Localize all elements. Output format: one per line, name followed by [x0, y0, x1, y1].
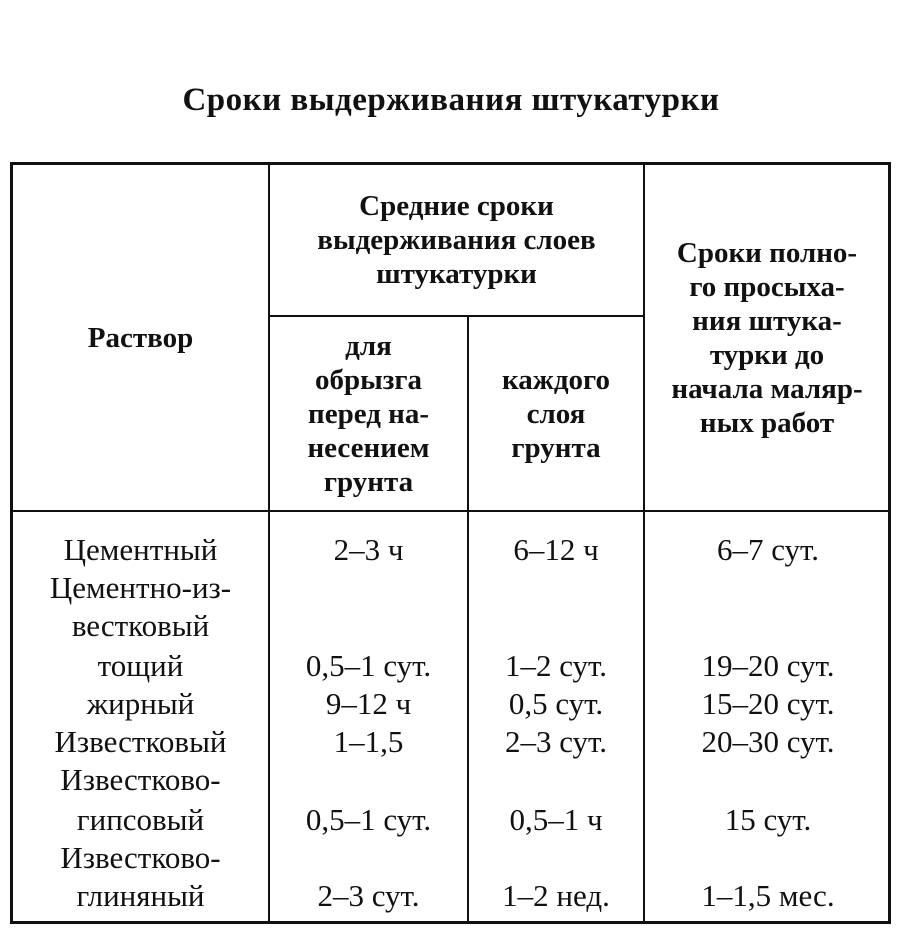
- row-layer: 0,5–1 ч: [509, 802, 603, 837]
- row-name: гипсовый: [76, 802, 205, 837]
- row-dry: 15 сут.: [724, 802, 812, 837]
- header-spray: для обрызга перед на- несением грунта: [307, 329, 430, 498]
- row-layer: 6–12 ч: [513, 532, 599, 567]
- header-each-layer: каждого слоя грунта: [502, 363, 610, 464]
- row-layer: 2–3 сут.: [504, 724, 608, 759]
- row-dry: 20–30 сут.: [701, 724, 835, 759]
- row-name: тощий: [97, 648, 184, 683]
- row-name: жирный: [86, 686, 195, 721]
- header-full-dry: Сроки полно- го просыха- ния штука- турки до начала маляр- ных работ: [671, 236, 863, 439]
- page-title: Сроки выдерживания штукатурки: [182, 82, 720, 118]
- row-spray: 9–12 ч: [325, 686, 412, 721]
- header-avg-terms: Средние сроки выдерживания слоев штукатурки: [317, 190, 596, 290]
- plaster-drying-table: [10, 162, 891, 924]
- row-spray: 1–1,5: [333, 724, 404, 759]
- row-spray: 2–3 сут.: [317, 878, 420, 913]
- row-dry: 19–20 сут.: [701, 648, 835, 683]
- row-name: Известковый: [54, 724, 227, 759]
- row-spray: 0,5–1 сут.: [305, 802, 432, 837]
- header-divider: [13, 510, 889, 512]
- row-name: Известково-: [60, 762, 221, 797]
- row-layer: 0,5 сут.: [508, 686, 604, 721]
- header-solution: Раствор: [87, 321, 194, 354]
- row-name: Цементный: [63, 532, 218, 567]
- row-dry: 1–1,5 мес.: [701, 878, 835, 913]
- row-name: Известково-: [60, 840, 221, 875]
- row-dry: 15–20 сут.: [701, 686, 835, 721]
- row-name: глиняный: [76, 878, 205, 913]
- row-layer: 1–2 нед.: [502, 878, 610, 913]
- row-spray: 2–3 ч: [333, 532, 404, 567]
- row-name: Цементно-из-: [49, 570, 232, 605]
- row-spray: 0,5–1 сут.: [305, 648, 432, 683]
- row-name: вестковый: [71, 608, 210, 643]
- row-layer: 1–2 сут.: [504, 648, 608, 683]
- row-dry: 6–7 сут.: [716, 532, 820, 567]
